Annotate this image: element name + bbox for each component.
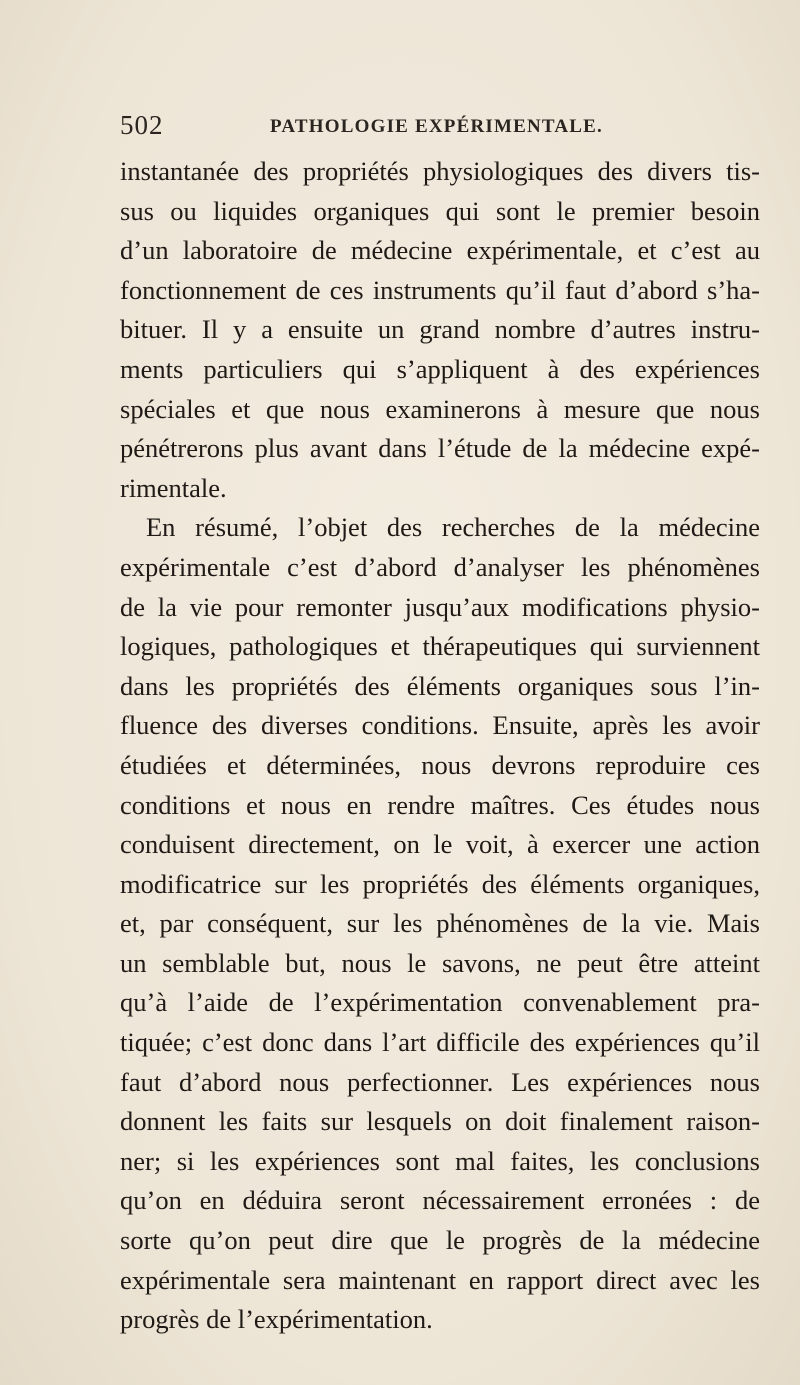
paragraph-2 [120,508,760,1339]
text-line: bituer. Il y a ensuite un grand nombre d’autres instru- [120,314,760,345]
text-line: En résumé, l’objet des recherches de la médecine [146,512,760,543]
text-line: qu’on en déduira seront nécessairement erronées : de [120,1185,760,1216]
text-line: pénétrerons plus avant dans l’étude de la médecine expé- [120,433,760,464]
text-line: et, par conséquent, sur les phénomènes de la vie. Mais [120,908,760,939]
page-number: 502 [120,110,164,140]
text-line: qu’à l’aide de l’expérimentation convenablement pra- [120,987,760,1018]
text-line: instantanée des propriétés physiologiques des divers tis- [120,156,760,186]
text-line: fonctionnement de ces instruments qu’il faut d’abord s’ha- [120,274,760,305]
text-line: conditions et nous en rendre maîtres. Ces études nous [120,789,760,820]
text-line: conduisent directement, on le voit, à exercer une action [120,829,760,860]
text-line: tiquée; c’est donc dans l’art difficile des expériences qu’il [120,1027,760,1058]
text-line: d’un laboratoire de médecine expérimentale, et c’est au [120,235,760,266]
text-line: sorte qu’on peut dire que le progrès de la médecine [120,1225,760,1256]
text-line: expérimentale c’est d’abord d’analyser les phénomènes [120,551,760,582]
text-line: faut d’abord nous perfectionner. Les expériences nous [120,1066,760,1097]
text-line: étudiées et déterminées, nous devrons reproduire ces [120,749,760,780]
text-line: fluence des diverses conditions. Ensuite, après les avoir [120,710,760,741]
text-line: un semblable but, nous le savons, ne peut être atteint [120,947,760,978]
text-line: sus ou liquides organiques qui sont le premier besoin [120,195,760,226]
text-line: ments particuliers qui s’appliquent à des expériences [120,353,760,384]
text-line: dans les propriétés des éléments organiques sous l’in- [120,670,760,701]
running-head [120,110,760,142]
paragraph-1 [120,152,760,508]
text-line: progrès de l’expérimentation. [120,1304,433,1335]
text-line: donnent les faits sur lesquels on doit finalement raison- [120,1106,760,1137]
text-line: modificatrice sur les propriétés des éléments organiques, [120,868,760,899]
text-line: ner; si les expériences sont mal faites, les conclusions [120,1145,760,1176]
body-text [120,152,760,1340]
text-line: logiques, pathologiques et thérapeutiques qui surviennent [120,631,760,662]
running-title: PATHOLOGIE EXPÉRIMENTALE. [270,116,603,137]
text-line: spéciales et que nous examinerons à mesure que nous [120,393,760,424]
text-line: rimentale. [120,472,227,503]
text-line: expérimentale sera maintenant en rapport direct avec les [120,1264,760,1295]
text-line: de la vie pour remonter jusqu’aux modifications physio- [120,591,760,622]
